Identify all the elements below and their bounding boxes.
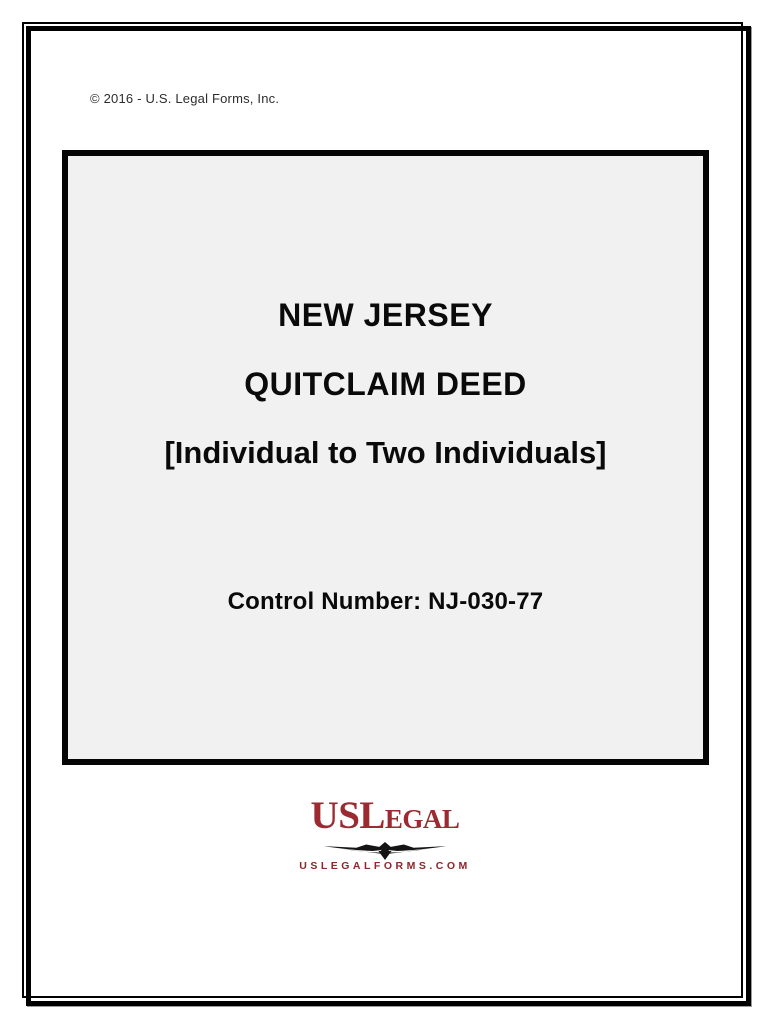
eagle-icon [0,842,770,860]
document-subtitle: [Individual to Two Individuals] [164,435,607,470]
title-box [62,150,709,765]
uslegal-logo [0,794,770,872]
brand-text-primary: USL [310,794,385,837]
document-title-form-type: QUITCLAIM DEED [244,366,527,402]
document-title-state: NEW JERSEY [278,297,493,333]
website-text: USLEGALFORMS.COM [299,860,471,872]
uslegal-brand-text [0,794,770,841]
copyright-text: © 2016 - U.S. Legal Forms, Inc. [90,91,280,106]
control-number: Control Number: NJ-030-77 [227,588,544,615]
brand-text-secondary: EGAL [384,804,460,834]
